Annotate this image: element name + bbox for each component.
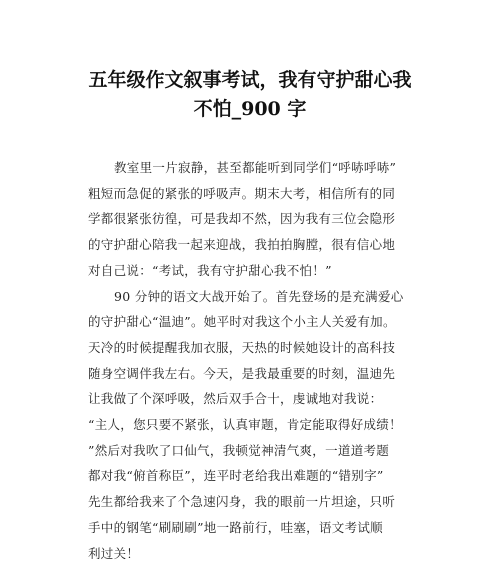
title-line-2: 不怕_900 字 <box>193 98 307 120</box>
text-line: 天冷的时候提醒我加衣服，天热的时候她设计的高科技 <box>88 339 396 355</box>
text-line: 的守护甜心“温迪”。她平时对我这个小主人关爱有加。 <box>88 314 396 330</box>
paragraph-1 <box>88 155 420 284</box>
text-line: ”然后对我吹了口仙气，我顿觉神清气爽，一道道考题 <box>88 442 390 458</box>
text-line: 让我做了个深呼吸，然后双手合十，虔诚地对我说： <box>88 391 383 407</box>
text-line: 先生都给我来了个急速闪身，我的眼前一片坦途，只听 <box>88 494 396 510</box>
text-line: 90 分钟的语文大战开始了。首先登场的是充满爱心 <box>114 288 404 304</box>
text-line: 粗短而急促的紧张的呼吸声。期末大考，相信所有的同 <box>88 185 396 201</box>
article-body <box>88 155 420 566</box>
text-line: 手中的钢笔“刷刷刷”地一路前行，哇塞，语文考试顺 <box>88 519 383 535</box>
text-line: 利过关！ <box>88 545 140 561</box>
title-line-1: 五年级作文叙事考试，我有守护甜心我 <box>88 69 412 91</box>
text-line: 都对我“俯首称臣”，连平时老给我出难题的“错别字” <box>88 468 384 484</box>
article-title <box>40 66 460 124</box>
text-line: 教室里一片寂静，甚至都能听到同学们“呼哧呼哧” <box>114 160 397 175</box>
text-line: 随身空调伴我左右。今天，是我最重要的时刻，温迪先 <box>88 365 396 381</box>
text-line: 学都很紧张彷徨，可是我却不然，因为我有三位会隐形 <box>88 211 396 227</box>
text-line: 对自己说：“考试，我有守护甜心我不怕！” <box>88 262 332 278</box>
text-line: “主人，您只要不紧张，认真审题，肯定能取得好成绩！ <box>88 417 402 433</box>
text-line: 的守护甜心陪我一起来迎战，我拍拍胸膛，很有信心地 <box>88 237 396 253</box>
paragraph-2 <box>88 284 420 566</box>
